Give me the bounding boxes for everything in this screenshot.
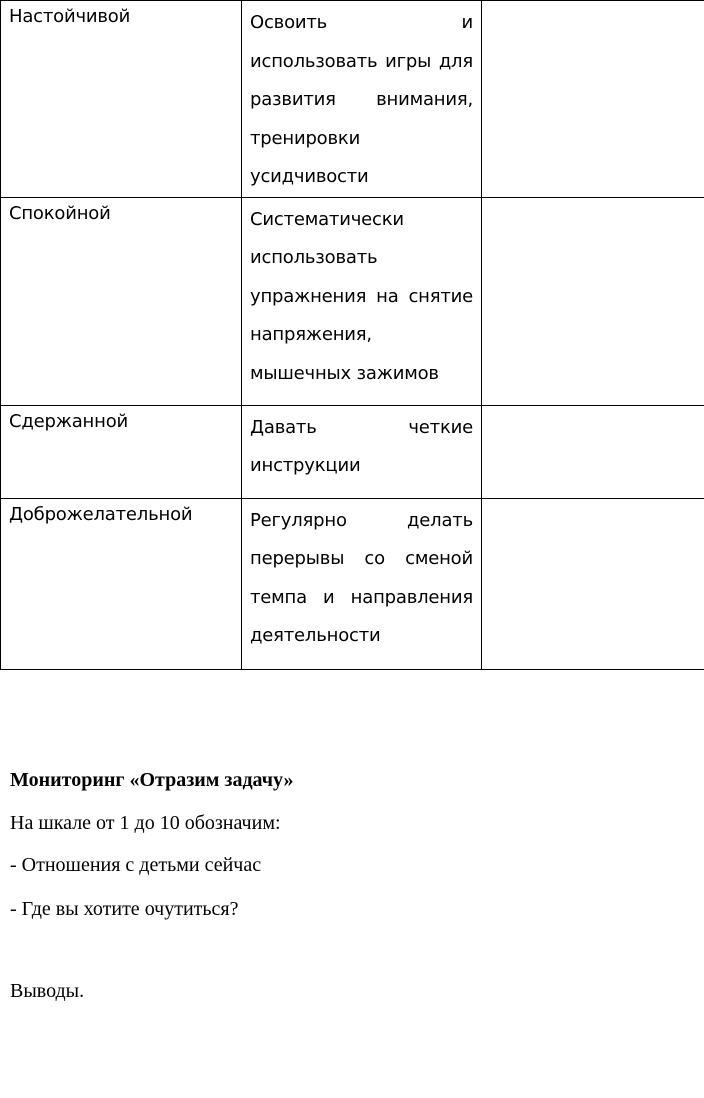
table-row [1, 1, 704, 198]
recommendation-cell [242, 197, 482, 405]
recommendation-text: Давать четкие инструкции [250, 416, 473, 476]
scale-item: - Отношения с детьми сейчас [10, 854, 262, 876]
quality-label: Спокойной [9, 202, 111, 224]
empty-cell [482, 498, 704, 669]
monitoring-title: Мониторинг «Отразим задачу» [10, 769, 294, 791]
table-row [1, 498, 704, 669]
empty-cell [482, 1, 704, 198]
scale-instruction: На шкале от 1 до 10 обозначим: [10, 812, 281, 834]
recommendation-cell [242, 405, 482, 498]
quality-label: Сдержанной [9, 410, 129, 432]
quality-cell [1, 405, 242, 498]
recommendation-cell [242, 498, 482, 669]
recommendation-cell [242, 1, 482, 198]
scale-item: - Где вы хотите очутиться? [10, 898, 239, 920]
quality-cell [1, 498, 242, 669]
quality-label: Настойчивой [9, 6, 131, 27]
table-row [1, 197, 704, 405]
empty-cell [482, 197, 704, 405]
recommendation-text: Систематически использовать упражнения на снятие напряжения, мышечных зажимов [250, 208, 473, 384]
empty-cell [482, 405, 704, 498]
recommendation-text: Освоить и использовать игры для развития внимания, тренировки усидчивости [250, 12, 473, 187]
recommendation-text: Регулярно делать перерывы со сменой темпа и направления деятельности [250, 509, 473, 646]
quality-label: Доброжелательной [9, 503, 193, 525]
table-row [1, 405, 704, 498]
conclusion-text: Выводы. [10, 980, 85, 1002]
quality-cell [1, 197, 242, 405]
quality-cell [1, 1, 242, 198]
